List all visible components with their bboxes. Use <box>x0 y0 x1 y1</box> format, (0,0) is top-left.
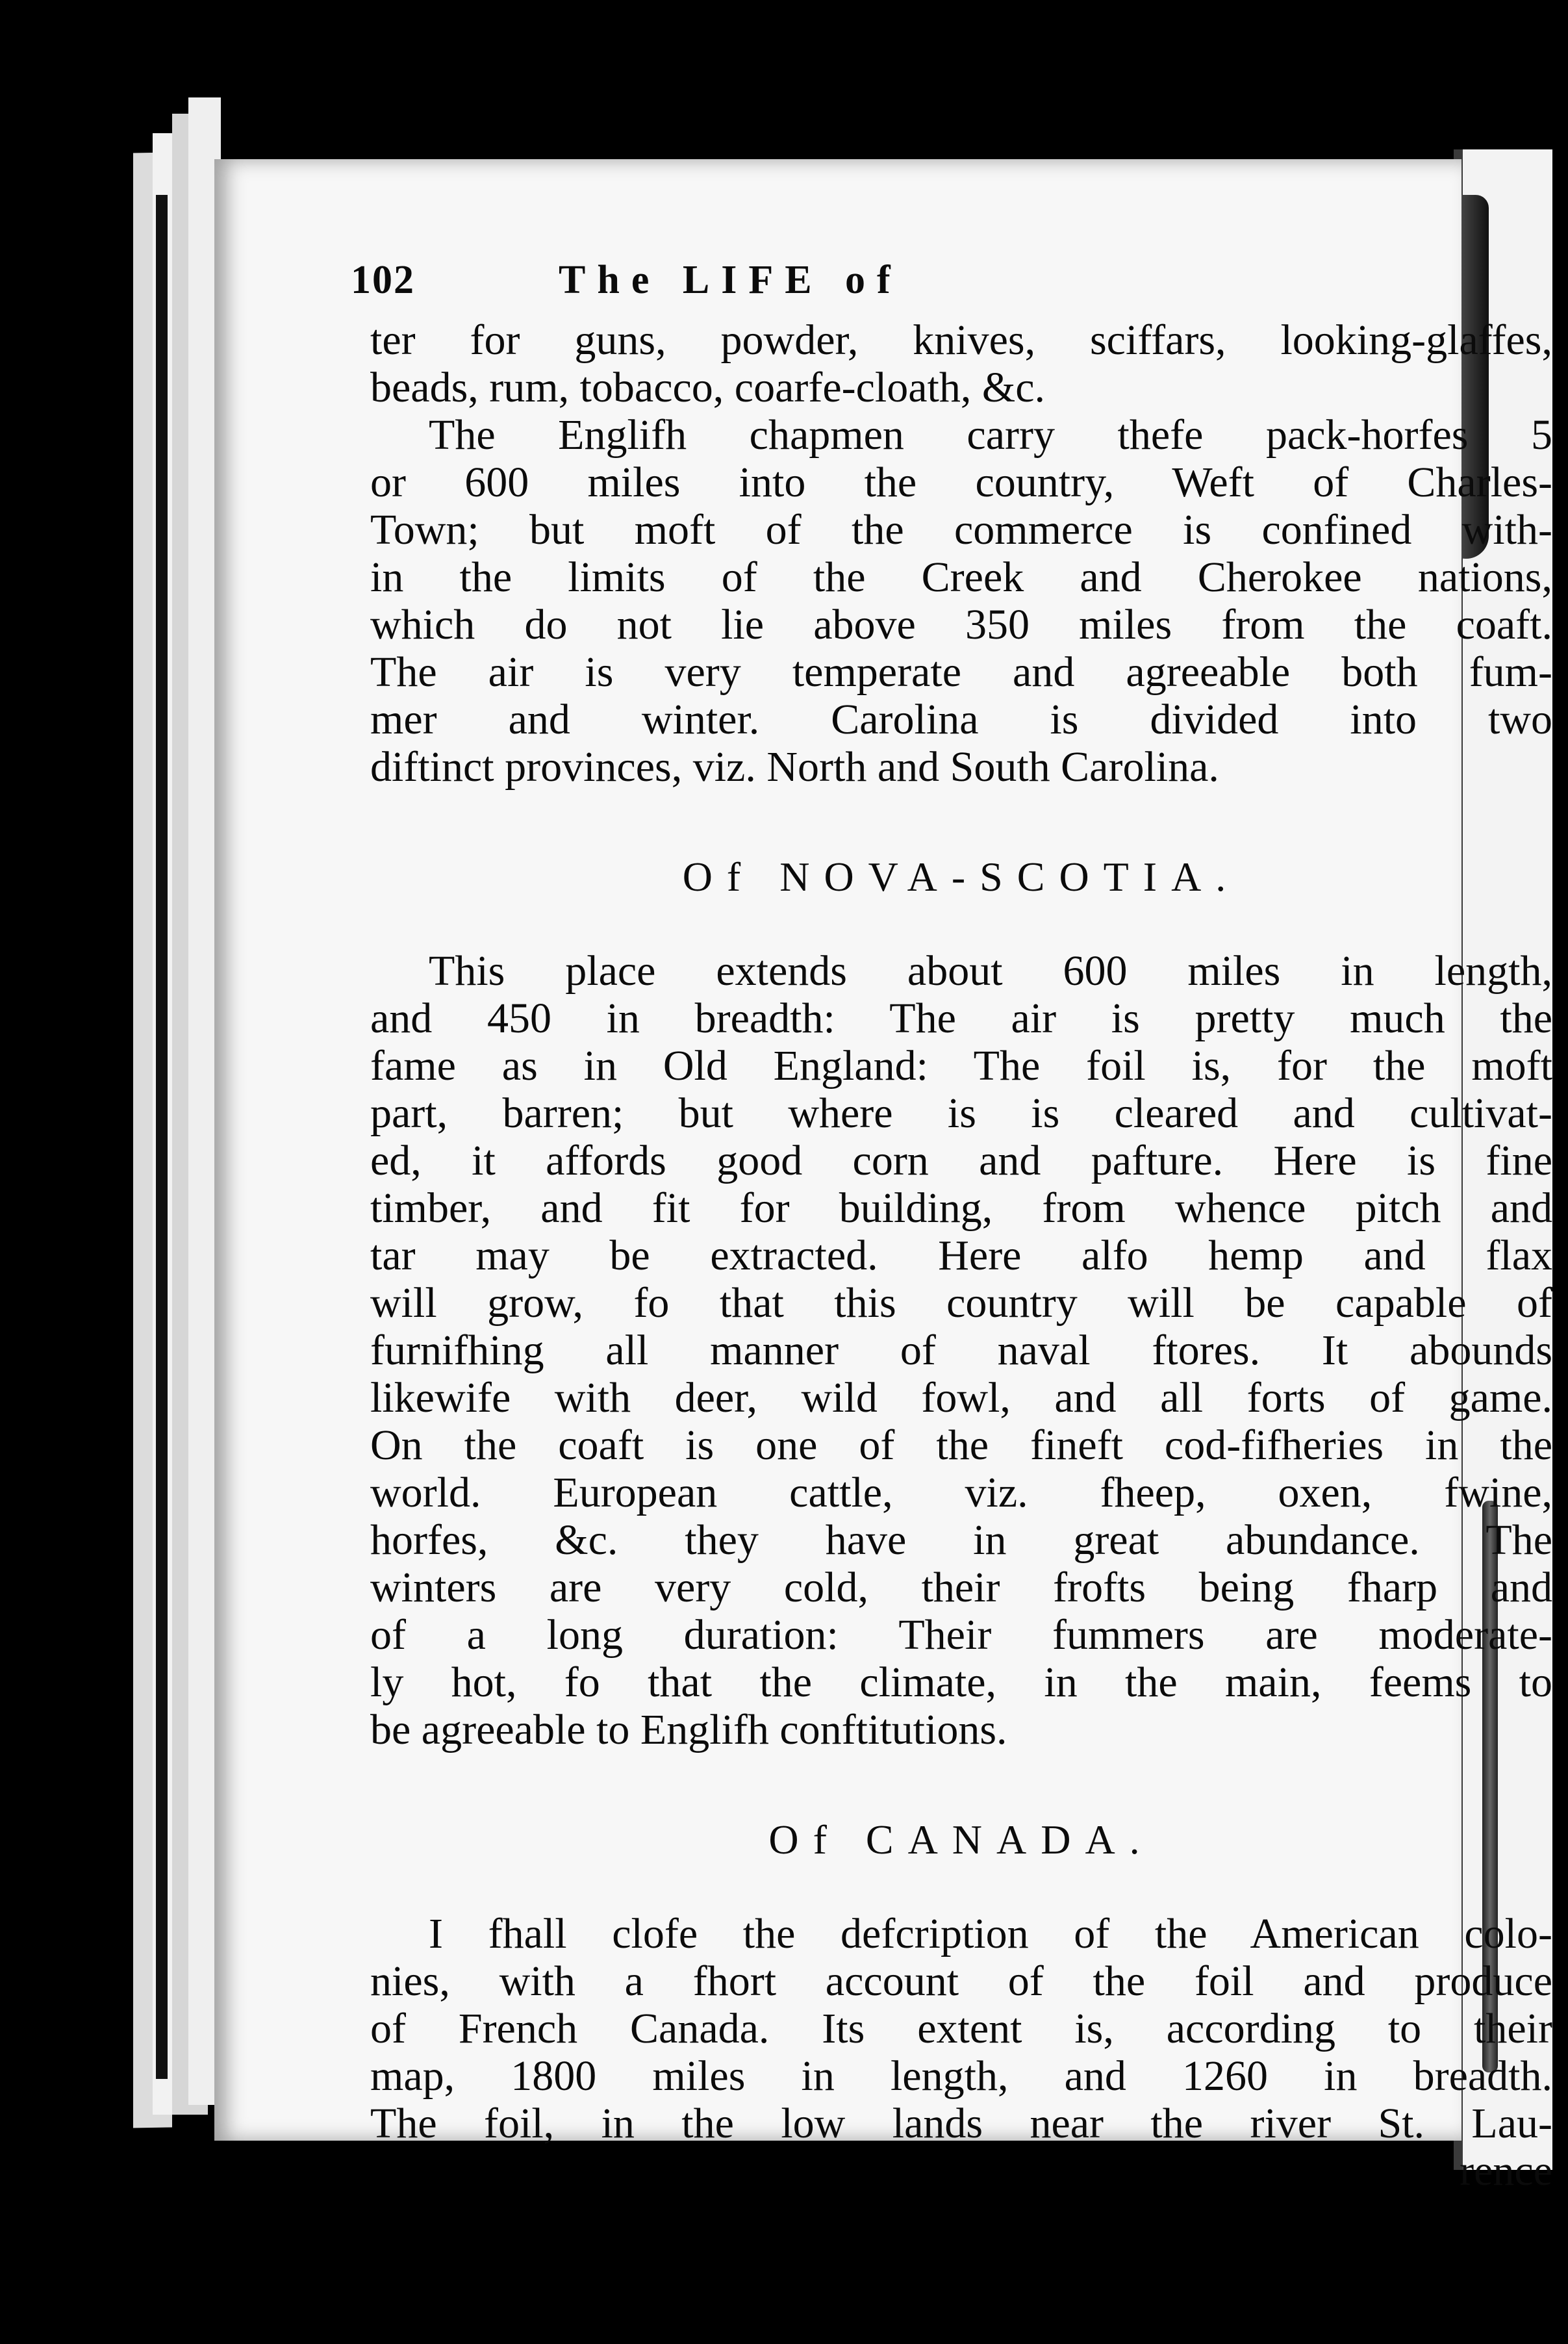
text-line: On the coaft is one of the fineft cod-fifheries in the <box>370 1421 1552 1469</box>
page-text <box>351 257 1552 2195</box>
page-gap <box>156 195 168 2079</box>
text-line: mer and winter. Carolina is divided into two <box>370 696 1552 743</box>
paragraph <box>370 947 1552 1753</box>
text-line: map, 1800 miles in length, and 1260 in breadth. <box>370 2052 1552 2100</box>
paragraph <box>370 316 1552 411</box>
text-line: beads, rum, tobacco, coarfe-cloath, &c. <box>370 364 1046 411</box>
text-line: I fhall clofe the defcription of the American colo- <box>429 1910 1552 1957</box>
text-line: be agreeable to Englifh conftitutions. <box>370 1706 1007 1753</box>
text-line: will grow, fo that this country will be capable of <box>370 1279 1552 1327</box>
catchword: rence <box>1460 2147 1552 2195</box>
page-number: 102 <box>351 258 415 302</box>
text-line: nies, with a fhort account of the foil and produce <box>370 1957 1552 2005</box>
running-title: The LIFE of <box>559 258 902 302</box>
text-line: winters are very cold, their frofts being fharp and <box>370 1564 1552 1611</box>
text-line: or 600 miles into the country, Weft of Charles- <box>370 459 1552 506</box>
text-line: This place extends about 600 miles in length, <box>429 947 1552 995</box>
text-line: part, barren; but where is is cleared and cultivat- <box>370 1089 1552 1137</box>
text-line: ter for guns, powder, knives, sciffars, looking-glaffes, <box>370 316 1552 364</box>
text-line: world. European cattle, viz. fheep, oxen, fwine, <box>370 1469 1552 1516</box>
text-line: of French Canada. Its extent is, according to their <box>370 2005 1552 2052</box>
text-line: diftinct provinces, viz. North and South Carolina. <box>370 743 1219 791</box>
text-line: of a long duration: Their fummers are moderate- <box>370 1611 1552 1659</box>
text-line: furnifhing all manner of naval ftores. It abounds <box>370 1327 1552 1374</box>
running-head <box>351 257 1552 316</box>
text-line: timber, and fit for building, from whence pitch and <box>370 1184 1552 1232</box>
text-line: ed, it affords good corn and pafture. Here is fine <box>370 1137 1552 1184</box>
text-line: horfes, &c. they have in great abundance. The <box>370 1516 1552 1564</box>
book-page <box>214 159 1552 2195</box>
text-line: Town; but moft of the commerce is confined with- <box>370 506 1552 554</box>
paragraph <box>370 411 1552 791</box>
text-line: fame as in Old England: The foil is, for the moft <box>370 1042 1552 1089</box>
text-line: and 450 in breadth: The air is pretty much the <box>370 995 1552 1042</box>
text-line: tar may be extracted. Here alfo hemp and flax <box>370 1232 1552 1279</box>
text-line: in the limits of the Creek and Cherokee nations, <box>370 554 1552 601</box>
text-line: The foil, in the low lands near the river St. Lau- <box>370 2100 1552 2147</box>
section-heading: Of NOVA-SCOTIA. <box>682 854 1241 900</box>
text-line: which do not lie above 350 miles from the coaft. <box>370 601 1552 648</box>
section-heading: Of CANADA. <box>768 1816 1154 1863</box>
text-line: likewife with deer, wild fowl, and all forts of game. <box>370 1374 1552 1421</box>
text-line: The Englifh chapmen carry thefe pack-horfes 5 <box>429 411 1552 459</box>
text-line: The air is very temperate and agreeable both fum- <box>370 648 1552 696</box>
text-line: ly hot, fo that the climate, in the main, feems to <box>370 1659 1552 1706</box>
paragraph <box>370 1910 1552 2195</box>
